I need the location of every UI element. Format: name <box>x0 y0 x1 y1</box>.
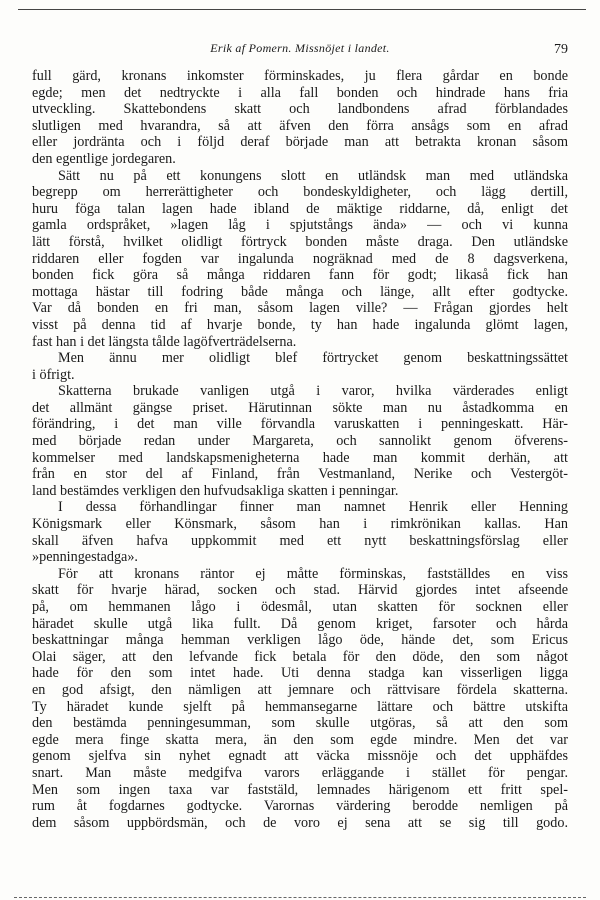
text-line: genom sjelfva sin nyhet egnadt att väcka missnöje och det upphäfdes <box>32 748 568 765</box>
text-line: lätt förstå, hvilket olidligt förtryck bonden måste draga. Den utländske <box>32 233 568 250</box>
text-line: »penningestadga». <box>32 549 138 566</box>
text-line: riddaren eller fogden var ingalunda nogräknad med de 8 dagsverkena, <box>32 250 568 267</box>
text-line: I dessa förhandlingar finner man namnet Henrik eller Henning <box>58 499 568 516</box>
text-line: fast han i det längsta tålde lagöfverträdelserna. <box>32 333 297 350</box>
text-line: Var då bonden en fri man, såsom lagen ville? — Frågan gjordes helt <box>32 300 568 317</box>
text-line: gamla ordspråket, »lagen låg i spjutstångs ända» — och vi kunna <box>32 217 568 234</box>
text-line: med började redan under Margareta, och sannolikt genom öfverens- <box>32 433 568 450</box>
text-line: begrepp om herrerättigheter och bondeskyldigheter, och lägg dertill, <box>32 184 568 201</box>
text-line: dem såsom uppbördsmän, och de voro ej sena att se sig till godo. <box>32 814 568 831</box>
text-line: häradet skulle utgå lika fullt. Då genom kriget, farsoter och hårda <box>32 615 568 632</box>
text-line: huru föga talan lagen hade ibland de mäktige riddarne, då, enligt det <box>32 200 568 217</box>
text-line: beskattningar många hemman verkligen lågo öde, hände det, som Ericus <box>32 632 568 649</box>
text-line: utveckling. Skattebondens skatt och landbondens afrad förblandades <box>32 101 568 118</box>
text-line: Skatterna brukade vanligen utgå i varor, hvilka värderades enligt <box>58 383 568 400</box>
text-line: Men ännu mer olidligt blef förtrycket genom beskattningssättet <box>58 350 568 367</box>
page-header <box>32 41 568 61</box>
text-line: det allmänt gängse priset. Härutinnan sökte man nu åstadkomma en <box>32 399 568 416</box>
bottom-rule <box>14 897 586 898</box>
text-line: egde mera finge skatta mera, än den som egde mindre. Men det var <box>32 731 568 748</box>
running-title: Erik af Pomern. Missnöjet i landet. <box>210 41 390 55</box>
text-line: rum åt fogdarnes godtycke. Varornas värdering berodde nemligen på <box>32 798 568 815</box>
text-line: en god afsigt, den nämligen att jemnare och rättvisare fördela skatterna. <box>32 681 568 698</box>
text-line: i öfrigt. <box>32 366 75 383</box>
text-line: den egentlige jordegaren. <box>32 150 176 167</box>
text-line: slutligen med hvarandra, så att äfven den förra ansågs som en afrad <box>32 117 568 134</box>
text-line: bonden fick göra så många riddaren fann för godt; likaså fick han <box>32 267 568 284</box>
text-line: Sätt nu på ett konungens slott en utländsk man med utländska <box>58 167 568 184</box>
text-line: hade för den som intet hade. Uti denna stadga kan visserligen ligga <box>32 665 568 682</box>
text-line: Königsmark eller Könsmark, såsom han i rimkrönikan kallas. Han <box>32 516 568 533</box>
text-line: För att kronans räntor ej måtte förminskas, fastställdes en viss <box>58 565 568 582</box>
text-line: den bestämda penningesumman, som skulle utgöras, så att den som <box>32 715 568 732</box>
text-line: eller jordränta och i följd deraf började man att betrakta kronan såsom <box>32 134 568 151</box>
text-line: full gärd, kronans inkomster förminskades, ju flera gårdar en bonde <box>32 68 568 84</box>
text-line: egde; men det nedtryckte i alla fall bonden och hindrade hans fria <box>32 84 568 101</box>
text-line: Men som ingen taxa var faststäld, lemnades härigenom ett fritt spel- <box>32 781 568 798</box>
text-line: skall äfven hafva uppkommit med ett nytt beskattningsförslag eller <box>32 532 568 549</box>
text-line: mottaga hästar till fodring både många och länge, allt efter godtycke. <box>32 283 568 300</box>
text-line: kommelser med landskapsmenigheterna hade man kommit derhän, att <box>32 449 568 466</box>
text-line: förändring, i det man ville förvandla varuskatten i penningeskatt. Här- <box>32 416 568 433</box>
text-line: på, om hemmanen lågo i ödesmål, utan skatten för socknen eller <box>32 599 568 615</box>
top-rule <box>18 9 586 10</box>
text-line: skatt för hvarje härad, socken och stad. Härvid gjordes intet afseende <box>32 582 568 599</box>
text-line: land bestämdes verkligen den hufvudsakliga skatten i penningar. <box>32 482 399 499</box>
text-line: från en stor del af Finland, från Vestmanland, Nerike och Vestergöt- <box>32 466 568 483</box>
page-number: 79 <box>554 42 568 57</box>
text-line: Olai säger, att den lefvande fick betala för den döde, den som något <box>32 648 568 665</box>
text-line: Ty häradet kunde sjelft på hemmansegarne lättare och bättre utskifta <box>32 698 568 715</box>
text-line: snart. Man måste medgifva varors erläggande i stället för pengar. <box>32 764 568 781</box>
text-line: visst på denna tid af hvarje bonde, ty han hade ingalunda glömt lagen, <box>32 316 568 333</box>
body-text <box>32 68 568 831</box>
